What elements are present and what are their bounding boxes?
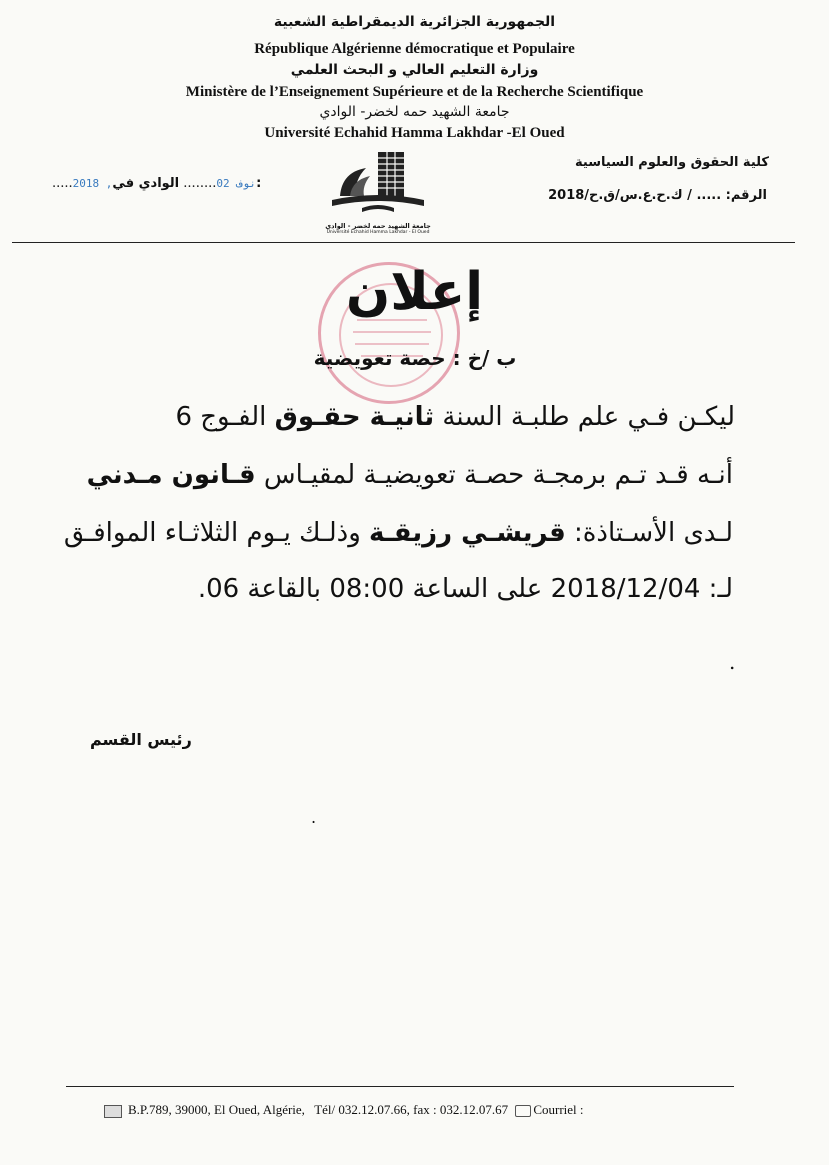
faculty-name: كلية الحقوق والعلوم السياسية xyxy=(575,155,769,170)
republic-french: République Algérienne démocratique et Populaire xyxy=(254,41,575,57)
study-year: ثانيـة حقـوق xyxy=(274,402,435,432)
body-line-2 xyxy=(87,460,733,490)
university-arabic: جامعة الشهيد حمه لخضر- الوادي xyxy=(319,104,510,120)
university-logo-icon xyxy=(322,146,434,218)
ministry-french: Ministère de l’Enseignement Supérieure et de la Recherche Scientifique xyxy=(185,84,644,100)
signature-label: رئيس القسم xyxy=(90,730,192,749)
stamp-text-line xyxy=(355,343,429,345)
footer-phone: Tél/ 032.12.07.66, fax : 032.12.07.67 xyxy=(314,1102,509,1117)
module-name: قـانون مـدني xyxy=(86,460,256,490)
body-line-1-text: ليكـن فـي علم طلبـة السنة xyxy=(434,402,735,432)
teacher-name: قريشـي رزيقـة xyxy=(369,518,566,548)
stamp-text-line xyxy=(353,331,431,333)
ministry-arabic: وزارة التعليم العالي و البحث العلمي xyxy=(290,62,539,78)
body-line-3 xyxy=(64,518,733,548)
place-date xyxy=(52,176,261,191)
body-line-1 xyxy=(175,402,735,432)
subject-line: ب /خ : حصة تعويضية xyxy=(313,346,517,370)
reference-number: الرقم: ..... / ك.ح.ع.س/ق.ح/2018 xyxy=(548,188,767,203)
footer-email-label: Courriel : xyxy=(533,1102,584,1117)
mail-icon xyxy=(104,1105,122,1118)
place-date-dots: ..... xyxy=(52,176,73,191)
stray-dot: . xyxy=(311,808,317,827)
republic-arabic: الجمهورية الجزائرية الديمقراطية الشعبية xyxy=(273,14,556,30)
day-text: وذلـك يـوم الثلاثـاء الموافـق xyxy=(63,518,370,548)
header-divider xyxy=(12,242,795,243)
university-logo xyxy=(322,146,434,236)
university-french: Université Echahid Hamma Lakhdar -El Oued xyxy=(264,125,565,141)
date-stamp: 2018 ,نوف 02 xyxy=(72,177,257,190)
logo-caption-arabic: جامعة الشهيد حمه لخضر - الوادي xyxy=(325,222,431,230)
email-icon xyxy=(515,1105,531,1117)
body-line-2-text: أنـه قـد تـم برمجـة حصـة تعويضيـة لمقيـاس xyxy=(255,460,733,490)
group-number: الفـوج 6 xyxy=(175,402,275,432)
place-date-label: الوادي في: xyxy=(112,176,262,191)
announcement-title: إعلان xyxy=(345,262,484,322)
teacher-label: لـدى الأسـتاذة: xyxy=(565,518,733,548)
footer xyxy=(104,1102,584,1118)
body-line-4: لـ: 2018/12/04 على الساعة 08:00 بالقاعة 06. xyxy=(197,574,733,604)
place-date-dots-after: ........ xyxy=(183,176,217,191)
stray-dot: . xyxy=(729,650,736,674)
logo-caption-french: Université Echahid Hamma Lakhdar - El Oued xyxy=(326,230,430,235)
footer-address: B.P.789, 39000, El Oued, Algérie, xyxy=(128,1102,305,1117)
footer-divider xyxy=(66,1086,734,1087)
